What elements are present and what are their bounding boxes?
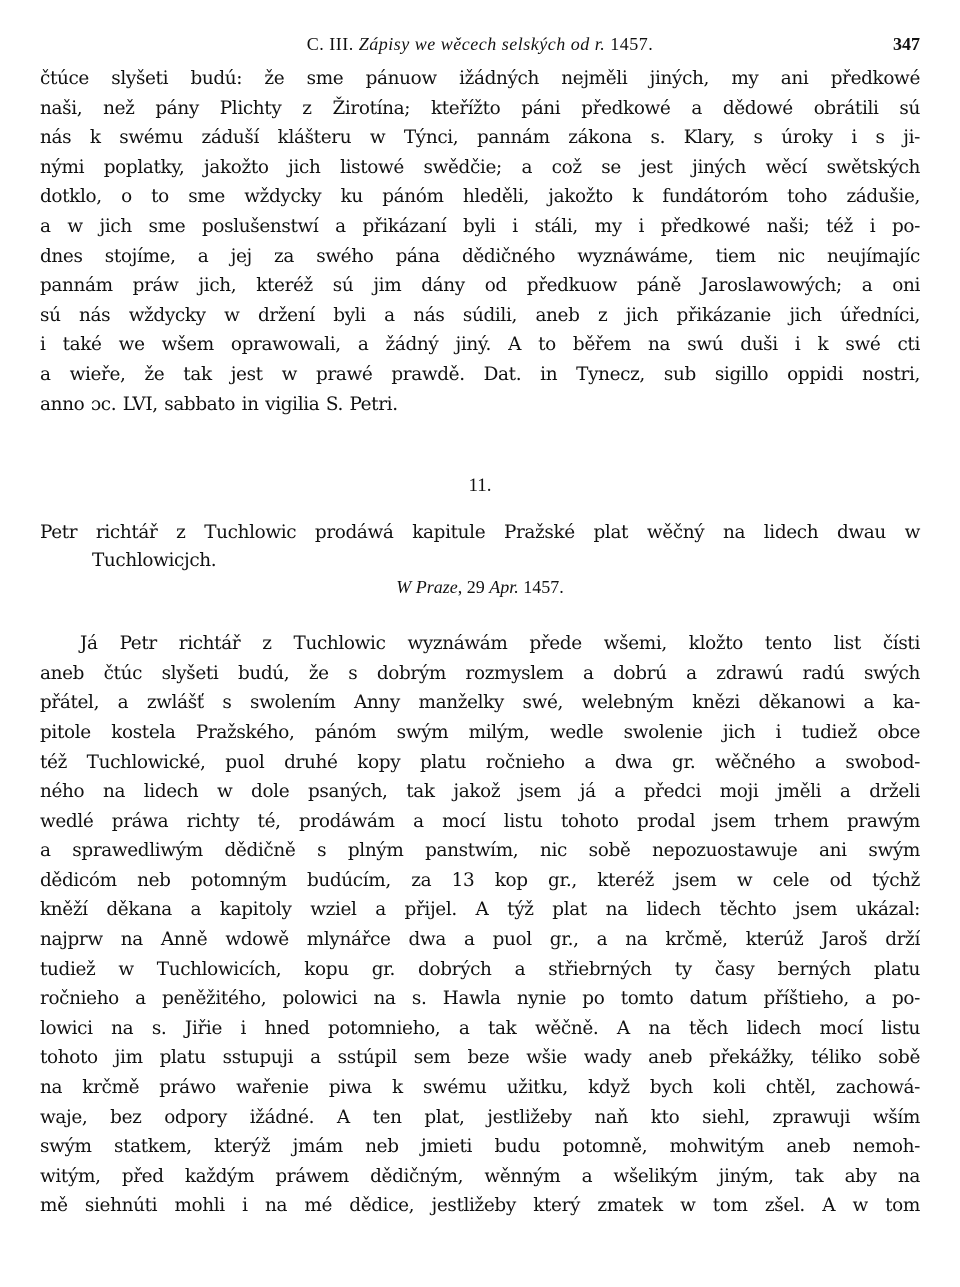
text-line: a wieře, že tak jest w prawé prawdě. Dat. in Tynecz, sub sigillo oppidi nostri, [40,363,920,385]
dateline-year: 1457. [523,577,564,598]
text-line: anno ɔc. LVI, sabbato in vigilia S. Petri. [40,393,398,415]
document-heading-line: Tuchlowicjch. [92,550,217,572]
text-line: pannám práw jich, kteréž sú jim dány od předkuow páně Jaroslawowých; a oni [40,275,920,297]
page [40,34,920,1221]
text-line: lowici na s. Jiřie i hned potomnieho, a tak wěčně. A na těch lidech mocí listu [40,1017,920,1039]
text-line: dotklo, o to sme wždycky ku pánóm hleděli, jakožto k fundátoróm toho zádušie, [40,186,920,208]
text-line: přátel, a zwlášť s swolením Anny manželky swé, welebným knězi děkanowi a ka- [40,692,920,714]
text-line: sú nás wždycky w držení byli a nás súdili, aneb z jich přikázanie jich úředníci, [40,304,920,326]
text-line: ročnieho a peněžitého, polowici na s. Hawla nynie po tomto datum příštieho, a po- [40,988,920,1010]
document-number: 11. [468,475,492,497]
running-head-subject: Zápisy we wěcech selských od r. [358,34,606,54]
text-line: waje, bez odpory ižádné. A ten plat, jestližeby naň kto siehl, zprawuji wším [40,1106,920,1128]
text-line: čtúce slyšeti budú: že sme pánuow ižádných nejměli jiných, my ani předkowé [40,68,920,89]
text-line: swým statkem, kterýž jmám neb jmieti budu potomně, mohwitým aneb nemoh- [40,1136,920,1158]
text-line: a w jich sme poslušenstwí a přikázaní byli i stáli, my i předkowé naši; též i po- [40,215,920,237]
text-line: witým, před každým práwem dědičným, wěnným a wšelikým jiným, tak aby na [40,1165,920,1187]
document-heading [40,519,920,575]
text-line: aneb čtúc slyšeti budú, že s dobrým rozmyslem a dobrú a zdrawú radú swých [40,662,920,684]
text-line: najprw na Anně wdowě mlynářce dwa a puol gr., a na krčmě, kterúž Jaroš drží [40,929,920,951]
running-head [40,34,920,64]
dateline-month: Apr. [489,577,519,598]
text-line: nás k swému záduší klášteru w Týnci, pannám zákona s. Klary, s úroky i s ji- [40,127,920,149]
running-head-chapter: C. III. [306,34,354,54]
text-line: na krčmě práwo wařenie piwa k swému užitku, když bych koli chtěl, zachowá- [40,1077,920,1099]
text-line: též Tuchlowické, puol druhé kopy platu ročnieho a dwa gr. wěčného a swobod- [40,751,920,773]
text-line: dědicóm neb potomným budúcím, za 13 kop gr., kteréž jsem w cele od týchž [40,869,920,891]
text-line: ného na lidech w dole psaných, tak jakož jsem já a předci moji jměli a drželi [40,781,920,803]
text-line: nými poplatky, jakožto jich listowé swědčie; a což se jest jiných wěcí swětských [40,156,920,178]
text-line: mě siehnúti mohli i na mé dědice, jestližeby který zmatek w tom zšel. A w tom [40,1195,920,1217]
text-line: Já Petr richtář z Tuchlowic wyznáwám přede wšemi, kložto tento list čísti [80,633,920,655]
continued-text [40,64,920,419]
running-head-year: 1457. [610,34,654,54]
text-line: naši, než pány Plichty z Žirotína; kteřížto páni předkowé a dědowé obrátili sú [40,97,920,119]
text-line: tudiež w Tuchlowicích, kopu gr. dobrých a střiebrných ty časy berných platu [40,958,920,980]
text-line: wedlé práwa richty té, prodáwám a mocí listu tohoto prodal jsem trhem prawým [40,810,920,832]
dateline-place: W Praze [396,577,458,598]
document-body [40,629,920,1221]
text-line: kněží děkana a kapitoly wziel a přijel. A týž plat na lidech těchto jsem ukázal: [40,899,920,921]
text-line: pitole kostela Pražského, pánóm swým milým, wedle swolenie jich i tudiež obce [40,721,920,743]
text-line: dnes stojíme, a jej za swého pána dědičného wyznáwáme, tiem nic neujímajíc [40,245,920,267]
page-number: 347 [893,34,920,54]
dateline-comma: , [457,577,463,598]
document-dateline [40,577,920,607]
text-line: a sprawedliwým dědičně s plným panstwím, nic sobě nepozuostawuje ani swým [40,840,920,862]
dateline-day: 29 [466,577,485,598]
running-head-title [40,34,920,55]
text-line: tohoto jim platu sstupuji a sstúpil sem beze wšie wady aneb překážky, téliko sobě [40,1047,920,1069]
text-line: i také we wšem oprawowali, a žádný jiný. A to běřem na swú duši i k swé cti [40,334,920,356]
document-heading-line: Petr richtář z Tuchlowic prodáwá kapitule Pražské plat wěčný na lidech dwau w [40,522,920,544]
